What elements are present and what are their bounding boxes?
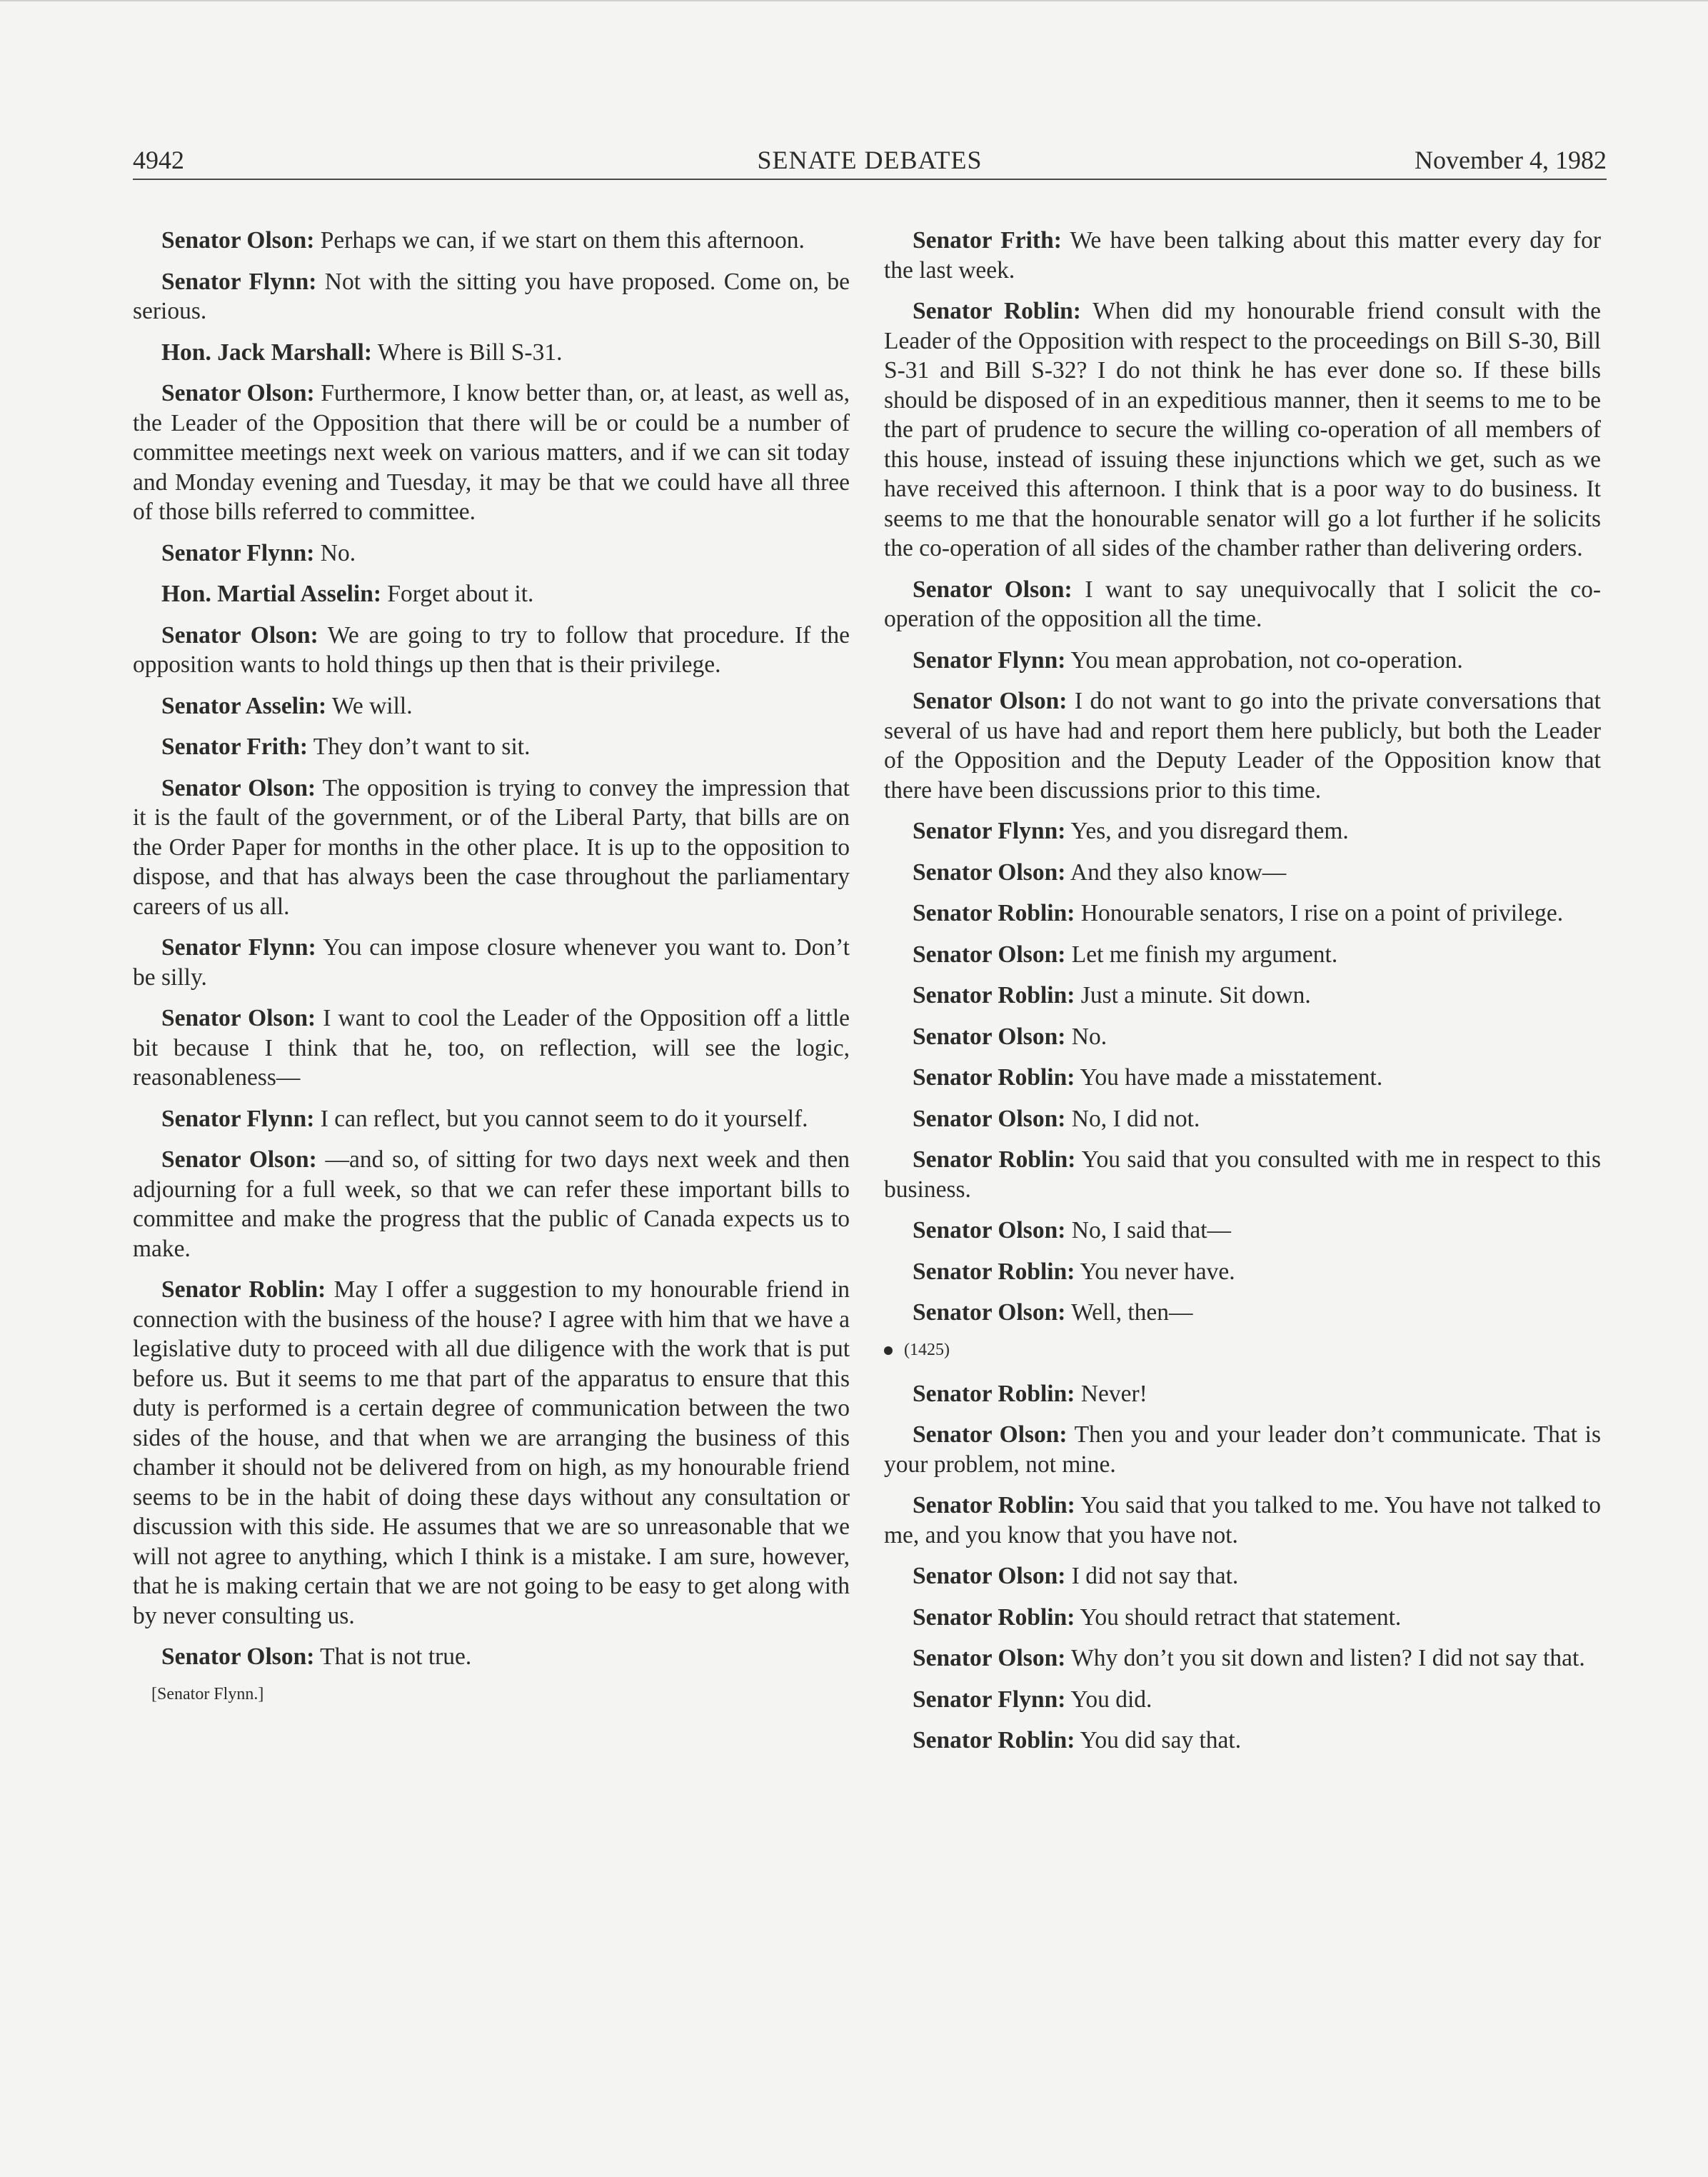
right-column bbox=[884, 226, 1601, 1767]
speech-paragraph bbox=[133, 691, 850, 721]
speech-text: We will. bbox=[331, 692, 413, 719]
speech-paragraph bbox=[884, 1726, 1601, 1756]
speech-paragraph bbox=[884, 1491, 1601, 1550]
speech-text: Then you and your leader don’t communicate. That is your problem, not mine. bbox=[884, 1421, 1601, 1478]
speech-paragraph bbox=[884, 899, 1601, 929]
speech-text: I do not want to go into the private conversations that several of us have had and report them here publicly, but both the Leader of the Opposition and the Deputy Leader of the Opposition know that there have been discussions prior to this time. bbox=[884, 688, 1601, 804]
speech-text: You can impose closure whenever you want to. Don’t be silly. bbox=[133, 934, 850, 991]
speech-paragraph bbox=[884, 1257, 1601, 1287]
speaker-name: Senator Roblin: bbox=[913, 1258, 1075, 1285]
speech-paragraph bbox=[133, 1642, 850, 1672]
speech-text: Never! bbox=[1080, 1380, 1147, 1407]
speech-paragraph bbox=[884, 686, 1601, 805]
speech-paragraph bbox=[884, 575, 1601, 634]
speech-text: Why don’t you sit down and listen? I did not say that. bbox=[1071, 1645, 1585, 1671]
speech-text: Not with the sitting you have proposed. Come on, be serious. bbox=[133, 268, 850, 324]
speaker-name: Senator Olson: bbox=[161, 1005, 316, 1031]
right-column-paragraphs-bottom bbox=[884, 1379, 1601, 1756]
speaker-name: Senator Frith: bbox=[913, 227, 1062, 254]
page-edge bbox=[0, 0, 1708, 1]
page-header bbox=[133, 140, 1607, 180]
speech-paragraph bbox=[884, 1643, 1601, 1673]
speech-text: —and so, of sitting for two days next week and then adjourning for a full week, so that we can refer these important bills to committee and make the progress that the public of Canada expects us to make. bbox=[133, 1146, 850, 1262]
speech-text: That is not true. bbox=[320, 1643, 472, 1670]
speaker-name: Senator Olson: bbox=[913, 688, 1068, 714]
left-column bbox=[133, 226, 850, 1705]
speaker-name: Senator Olson: bbox=[161, 1643, 315, 1670]
page-number: 4942 bbox=[133, 146, 184, 174]
speech-paragraph bbox=[884, 1685, 1601, 1715]
speech-text: When did my honourable friend consult with the Leader of the Opposition with respect to the proceedings on Bill S-30, Bill S-31 and Bill S-32? I do not think he has ever done so. If these bills should be disposed of in an expeditious manner, then it seems to me to be the part of prudence to secure the willing co-operation of all members of this house, instead of issuing these injunctions which we get, such as we have received this afternoon. I think that is a poor way to do business. It seems to me that the honourable senator will go a lot further if he solicits the co-operation of all sides of the chamber rather than delivering orders. bbox=[884, 298, 1601, 561]
speaker-name: Senator Olson: bbox=[913, 1217, 1066, 1243]
speech-paragraph bbox=[884, 816, 1601, 846]
speech-paragraph bbox=[884, 1063, 1601, 1093]
speaker-name: Senator Flynn: bbox=[913, 1686, 1066, 1713]
speaker-name: Senator Olson: bbox=[161, 1146, 317, 1173]
speaker-name: Senator Olson: bbox=[913, 1645, 1066, 1671]
speaker-name: Senator Roblin: bbox=[913, 900, 1075, 926]
bullet-icon bbox=[884, 1346, 893, 1355]
speech-text: They don’t want to sit. bbox=[313, 734, 531, 760]
speech-text: Honourable senators, I rise on a point of privilege. bbox=[1080, 900, 1564, 926]
speech-paragraph bbox=[884, 1216, 1601, 1246]
speaker-name: Senator Olson: bbox=[913, 576, 1072, 603]
speaker-name: Senator Roblin: bbox=[913, 1064, 1075, 1091]
page-title: SENATE DEBATES bbox=[757, 146, 983, 174]
page-footnote: [Senator Flynn.] bbox=[151, 1684, 264, 1703]
speech-text: I did not say that. bbox=[1071, 1563, 1239, 1589]
speech-text: No, I did not. bbox=[1071, 1105, 1200, 1132]
speech-text: You should retract that statement. bbox=[1080, 1603, 1402, 1631]
speaker-name: Senator Olson: bbox=[913, 1299, 1066, 1326]
speaker-name: Senator Roblin: bbox=[913, 1146, 1076, 1173]
speech-text: Yes, and you disregard them. bbox=[1070, 818, 1349, 844]
speaker-name: Senator Flynn: bbox=[913, 818, 1066, 844]
speaker-name: Senator Olson: bbox=[161, 774, 316, 801]
speech-text: No. bbox=[320, 539, 356, 566]
speech-paragraph bbox=[133, 226, 850, 256]
speech-paragraph bbox=[133, 732, 850, 762]
speech-text: You never have. bbox=[1080, 1258, 1235, 1285]
speaker-name: Senator Olson: bbox=[913, 1023, 1066, 1050]
time-marker bbox=[884, 1339, 1601, 1361]
speech-paragraph bbox=[884, 296, 1601, 564]
speech-paragraph bbox=[884, 226, 1601, 285]
speech-paragraph bbox=[133, 539, 850, 569]
speech-paragraph bbox=[884, 1379, 1601, 1409]
speaker-name: Hon. Martial Asselin: bbox=[161, 581, 382, 607]
speaker-name: Senator Frith: bbox=[161, 734, 308, 760]
speaker-name: Senator Olson: bbox=[913, 1563, 1066, 1589]
speaker-name: Senator Asselin: bbox=[161, 692, 327, 719]
speaker-name: Senator Flynn: bbox=[161, 268, 317, 295]
speech-paragraph bbox=[884, 1298, 1601, 1328]
speech-text: You said that you consulted with me in respect to this business. bbox=[884, 1146, 1601, 1203]
speech-paragraph bbox=[884, 858, 1601, 888]
speech-paragraph bbox=[884, 1420, 1601, 1479]
speaker-name: Senator Olson: bbox=[913, 941, 1066, 968]
speaker-name: Senator Roblin: bbox=[913, 1603, 1075, 1631]
speaker-name: Senator Roblin: bbox=[913, 1380, 1075, 1407]
speech-paragraph bbox=[133, 338, 850, 368]
speech-text: Where is Bill S-31. bbox=[377, 339, 563, 366]
speaker-name: Hon. Jack Marshall: bbox=[161, 339, 372, 366]
speech-text: May I offer a suggestion to my honourable friend in connection with the business of the house? I agree with him that we have a legislative duty to proceed with all due diligence with the work that is put before us. But it seems to me that part of the apparatus to ensure that this duty is performed is a certain degree of communication between the two sides of the house, and that when we are arranging the business of this chamber it should not be delivered from on high, as my honourable friend seems to be in the habit of doing these days without any consultation or discussion with this side. He assumes that we are so unreasonable that we will not agree to anything, which I think is a mistake. I am sure, however, that he is making certain that we are not going to be easy to get along with by never consulting us. bbox=[133, 1276, 850, 1629]
speaker-name: Senator Roblin: bbox=[913, 1727, 1075, 1753]
speech-text: No. bbox=[1071, 1023, 1107, 1050]
speech-paragraph bbox=[884, 1145, 1601, 1204]
speech-paragraph bbox=[133, 379, 850, 527]
speaker-name: Senator Olson: bbox=[913, 1421, 1068, 1448]
speech-text: Perhaps we can, if we start on them this afternoon. bbox=[320, 227, 805, 254]
speech-text: I want to say unequivocally that I solicit the co-operation of the opposition all the time. bbox=[884, 576, 1602, 632]
speech-text: You did. bbox=[1070, 1686, 1152, 1713]
speech-paragraph bbox=[133, 267, 850, 326]
speech-text: The opposition is trying to convey the impression that it is the fault of the government, or of the Liberal Party, that bills are on the Order Paper for months in the other place. It is up to the opposition to dispose, and that has always been the case throughout the parliamentary careers of us all. bbox=[133, 774, 850, 920]
speech-paragraph bbox=[884, 1022, 1601, 1052]
speech-text: I want to cool the Leader of the Opposition off a little bit because I think that he, too, on reflection, will see the logic, reasonableness— bbox=[133, 1005, 850, 1091]
speaker-name: Senator Flynn: bbox=[161, 1105, 315, 1132]
left-column-paragraphs bbox=[133, 226, 850, 1672]
speech-text: Furthermore, I know better than, or, at least, as well as, the Leader of the Opposition that there will be or could be a number of committee meetings next week on various matters, and if we can sit today and Monday evening and Tuesday, it may be that we could have all three of those bills referred to committee. bbox=[133, 380, 850, 525]
speaker-name: Senator Olson: bbox=[161, 621, 318, 649]
speech-paragraph bbox=[133, 579, 850, 609]
speaker-name: Senator Olson: bbox=[161, 227, 315, 254]
speech-paragraph bbox=[133, 1275, 850, 1631]
speech-text: We are going to try to follow that procedure. If the opposition wants to hold things up then that is their privilege. bbox=[133, 621, 850, 678]
page-date: November 4, 1982 bbox=[1415, 146, 1607, 174]
speaker-name: Senator Olson: bbox=[913, 859, 1066, 886]
speech-text: You mean approbation, not co-operation. bbox=[1070, 646, 1463, 674]
speech-text: Just a minute. Sit down. bbox=[1080, 982, 1311, 1009]
header-rule bbox=[133, 179, 1607, 180]
speech-text: You said that you talked to me. You have not talked to me, and you know that you have not. bbox=[884, 1492, 1601, 1548]
speaker-name: Senator Roblin: bbox=[913, 1492, 1075, 1518]
speech-paragraph bbox=[133, 621, 850, 680]
right-column-paragraphs-top bbox=[884, 226, 1601, 1328]
speech-paragraph bbox=[884, 1104, 1601, 1134]
speech-text: No, I said that— bbox=[1071, 1217, 1232, 1243]
speech-text: You did say that. bbox=[1080, 1727, 1242, 1753]
speech-paragraph bbox=[133, 1104, 850, 1134]
speech-paragraph bbox=[884, 940, 1601, 970]
speech-text: You have made a misstatement. bbox=[1080, 1064, 1383, 1091]
time-marker-label: (1425) bbox=[904, 1340, 950, 1359]
speech-text: And they also know— bbox=[1070, 859, 1287, 886]
speech-paragraph bbox=[133, 933, 850, 992]
speech-text: Well, then— bbox=[1071, 1299, 1193, 1326]
speech-paragraph bbox=[133, 1145, 850, 1263]
speech-paragraph bbox=[884, 1561, 1601, 1591]
speaker-name: Senator Olson: bbox=[913, 1105, 1066, 1132]
speech-paragraph bbox=[133, 774, 850, 922]
speaker-name: Senator Roblin: bbox=[161, 1276, 326, 1303]
speaker-name: Senator Roblin: bbox=[913, 298, 1081, 324]
speech-text: I can reflect, but you cannot seem to do it yourself. bbox=[320, 1105, 808, 1132]
speaker-name: Senator Olson: bbox=[161, 380, 315, 406]
speech-paragraph bbox=[884, 646, 1601, 676]
speech-text: Let me finish my argument. bbox=[1071, 941, 1338, 968]
speaker-name: Senator Roblin: bbox=[913, 982, 1075, 1009]
speech-paragraph bbox=[884, 981, 1601, 1011]
speech-text: We have been talking about this matter every day for the last week. bbox=[884, 227, 1601, 284]
speech-paragraph bbox=[133, 1004, 850, 1093]
speech-text: Forget about it. bbox=[387, 581, 534, 607]
speaker-name: Senator Flynn: bbox=[161, 934, 316, 961]
speaker-name: Senator Flynn: bbox=[913, 646, 1066, 674]
speech-paragraph bbox=[884, 1603, 1601, 1633]
speaker-name: Senator Flynn: bbox=[161, 539, 315, 566]
